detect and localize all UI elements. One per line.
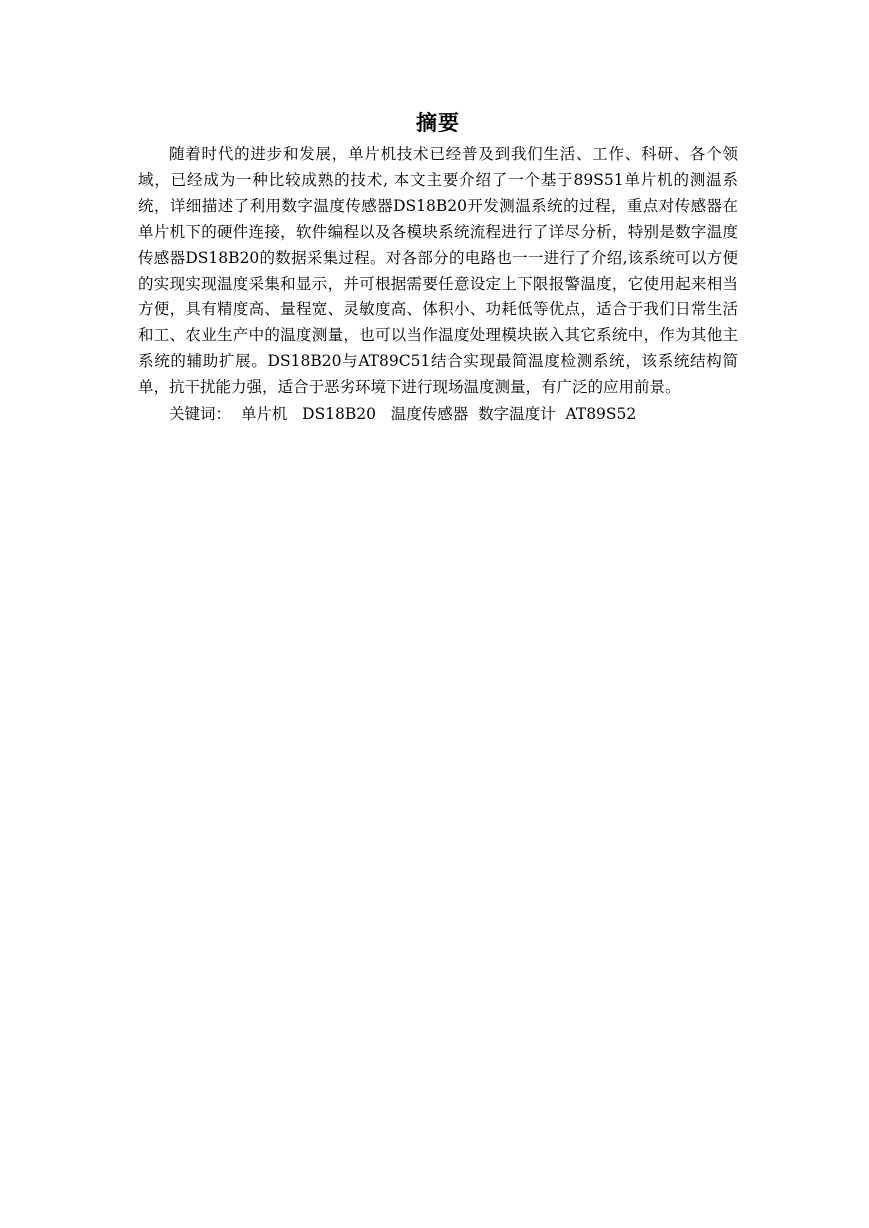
page-title: 摘要 [416,110,460,135]
abstract-paragraph: 随着时代的进步和发展，单片机技术已经普及到我们生活、工作、科研、各个领域，已经成为一种比较成熟的技术, 本文主要介绍了一个基于89S51单片机的测温系统，详细描述了利用数字温度传感器DS18B20开发测温系统的过程，重点对传感器在单片机下的硬件连接，软件编程以及各模块系统流程进行了详尽分析，特别是数字温度传感器DS18B20的数据采集过程。对各部分的电路也一一进行了介绍,该系统可以方便的实现实现温度采集和显示，并可根据需要任意设定上下限报警温度，它使用起来相当方便，具有精度高、量程宽、灵敏度高、体积小、功耗低等优点，适合于我们日常生活和工、农业生产中的温度测量，也可以当作温度处理模块嵌入其它系统中，作为其他主系统的辅助扩展。DS18B20与AT89C51结合实现最简温度检测系统，该系统结构简单，抗干扰能力强，适合于恶劣环境下进行现场温度测量，有广泛的应用前景。 [138,145,738,397]
keywords-line: 关键词： 单片机 DS18B20 温度传感器 数字温度计 AT89S52 [169,405,637,424]
abstract-section [138,108,738,428]
